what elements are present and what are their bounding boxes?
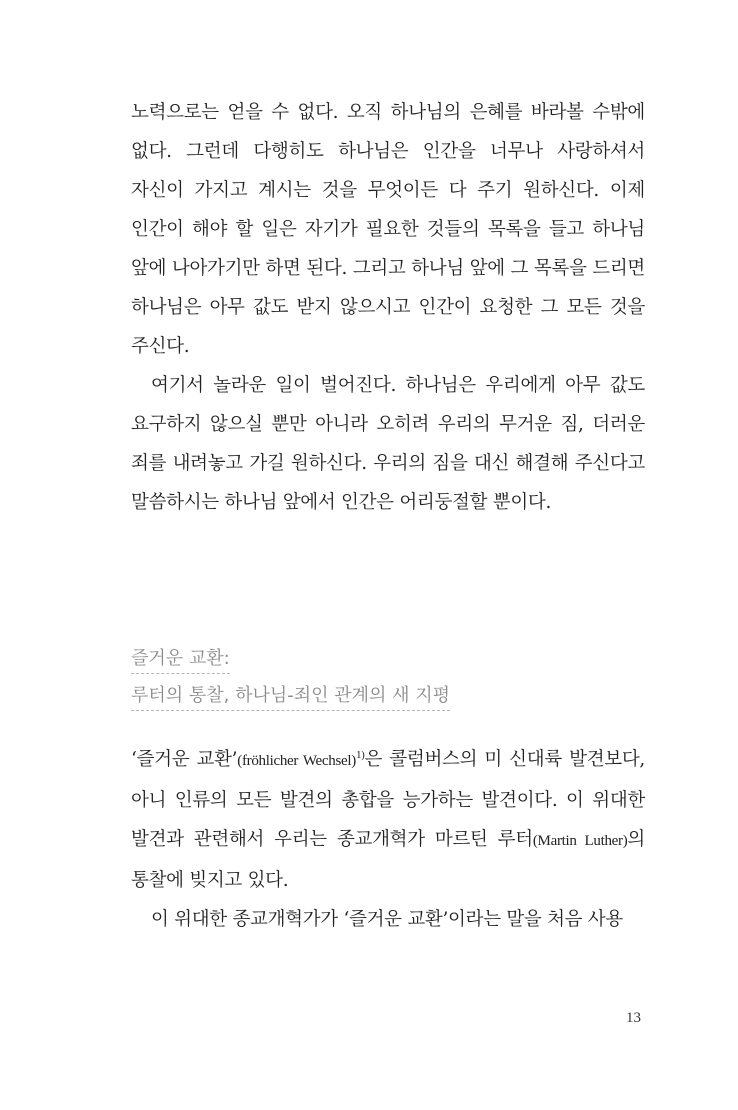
page-number: 13 (626, 1010, 641, 1026)
footnote-reference[interactable]: 1) (355, 748, 365, 761)
body-text-bottom (131, 740, 645, 939)
paragraph-3-german-term: (fröhlicher Wechsel) (237, 753, 356, 769)
paragraph-2: 여기서 놀라운 일이 벌어진다. 하나님은 우리에게 아무 값도 요구하지 않으실 뿐만 아니라 오히려 우리의 무거운 짐, 더러운 죄를 내려놓고 가길 원하신다. 우리의 짐을 대신 해결해 주신다고 말씀하시는 하나님 앞에서 인간은 어리둥절할 뿐이다. (131, 375, 645, 513)
paragraph-3-ending: 의 통찰에 빚지고 있다. (131, 829, 645, 891)
section-heading (131, 644, 651, 711)
paragraph-3-term: ‘즐거운 교환’ (131, 749, 238, 770)
paragraph-1: 노력으로는 얻을 수 없다. 오직 하나님의 은혜를 바라볼 수밖에 없다. 그런데 다행히도 하나님은 인간을 너무나 사랑하셔서 자신이 가지고 계시는 것을 무엇이든 다 주기 원하신다. 이제 인간이 해야 할 일은 자기가 필요한 것들의 목록을 들고 하나님 앞에 나아가기만 하면 된다. 그리고 하나님 앞에 그 목록을 드리면 하나님은 아무 값도 받지 않으시고 인간이 요청한 그 모든 것을 주신다. (131, 102, 645, 357)
section-heading-line-2: 루터의 통찰, 하나님-죄인 관계의 새 지평 (131, 681, 450, 711)
section-heading-line-1: 즐거운 교환: (131, 644, 230, 674)
paragraph-3-name-latin: (Martin Luther) (532, 833, 628, 849)
paragraph-4: 이 위대한 종교개혁가가 ‘즐거운 교환’이라는 말을 처음 사용 (151, 909, 623, 930)
body-text-top (131, 93, 645, 522)
paragraph-3-text: 은 콜럼버스의 미 신대륙 발견보다, 아니 인류의 모든 발견의 총합을 능가하는 발견이다. 이 위대한 발견과 관련해서 우리는 종교개혁가 마르틴 루터 (131, 749, 645, 850)
paragraph-3 (131, 740, 645, 900)
